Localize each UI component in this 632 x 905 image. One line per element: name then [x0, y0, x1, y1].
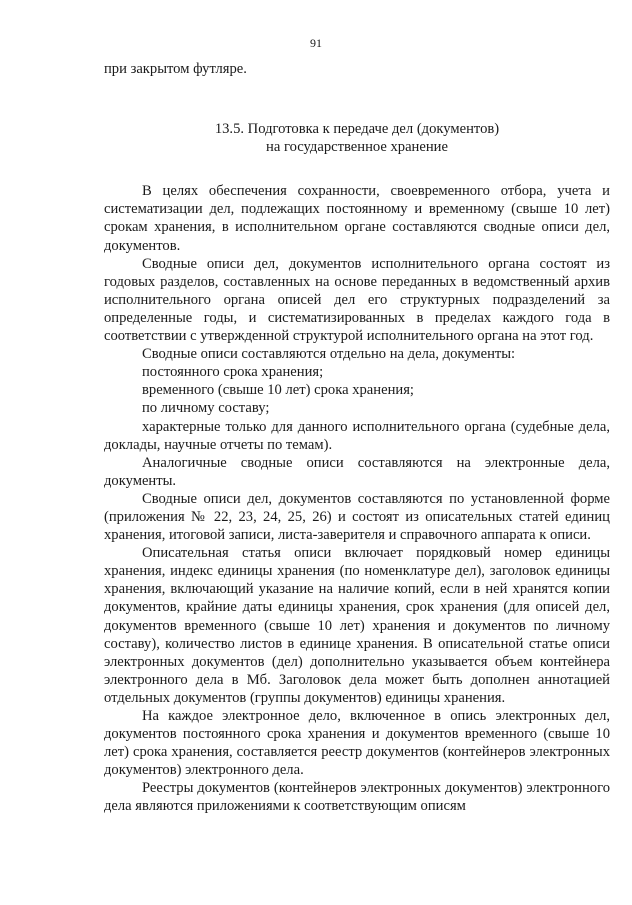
section-text [104, 182, 610, 815]
paragraph: Реестры документов (контейнеров электронных документов) электронного дела являются приложениями к соответствующим описям [104, 780, 610, 815]
paragraph: На каждое электронное дело, включенное в опись электронных дел, документов постоянного срока хранения и документов временного (свыше 10 лет) срока хранения, составляется реестр документов (контейнеров электронных документов) электронного дела. [104, 708, 610, 779]
page-number: 91 [310, 36, 322, 50]
list-item: временного (свыше 10 лет) срока хранения; [142, 382, 414, 399]
carryover-line: при закрытом футляре. [104, 61, 247, 77]
paragraph: Сводные описи дел, документов исполнительного органа состоят из годовых разделов, составленных на основе переданных в ведомственный архив исполнительного органа описей дел его структурных подразделений за определенные годы, и систематизированных в пределах каждого года в соответствии с утвержденной структурой исполнительного органа на этот год. [104, 255, 610, 345]
paragraph: Сводные описи дел, документов составляются по установленной форме (приложения № 22, 23, 24, 25, 26) и состоят из описательных статей единиц хранения, итоговой записи, листа-заверителя и справочного аппарата к описи. [104, 490, 610, 544]
list-item: характерные только для данного исполнительного органа (судебные дела, доклады, научные отчеты по темам). [104, 418, 610, 453]
document-body [104, 60, 610, 816]
list-item: по личному составу; [142, 400, 270, 417]
paragraph: Описательная статья описи включает порядковый номер единицы хранения, индекс единицы хранения (по номенклатуре дел), заголовок единицы хранения, включающий указание на наличие копий, если в ней хранятся копии документов, крайние даты единицы хранения, срок хранения (для описей дел, документов временного (свыше 10 лет) хранения и документов по личному составу), количество листов в единице хранения. В описательной статье описи электронных документов (дел) дополнительно указывается объем контейнера электронного дела в Мб. Заголовок дела может быть дополнен аннотацией отдельных документов (группы документов) единицы хранения. [104, 545, 610, 706]
section-title-line-2: на государственное хранение [266, 139, 448, 156]
paragraph: В целях обеспечения сохранности, своевременного отбора, учета и систематизации дел, подлежащих постоянному и временному (свыше 10 лет) срокам хранения, в исполнительном органе составляются сводные описи дел, документов. [104, 183, 610, 254]
section-title [104, 120, 610, 156]
section-title-line-1: 13.5. Подготовка к передаче дел (документов) [214, 121, 500, 138]
list-item: постоянного срока хранения; [142, 364, 324, 381]
paragraph: Аналогичные сводные описи составляются на электронные дела, документы. [104, 454, 610, 489]
paragraph: Сводные описи составляются отдельно на дела, документы: [142, 346, 516, 363]
